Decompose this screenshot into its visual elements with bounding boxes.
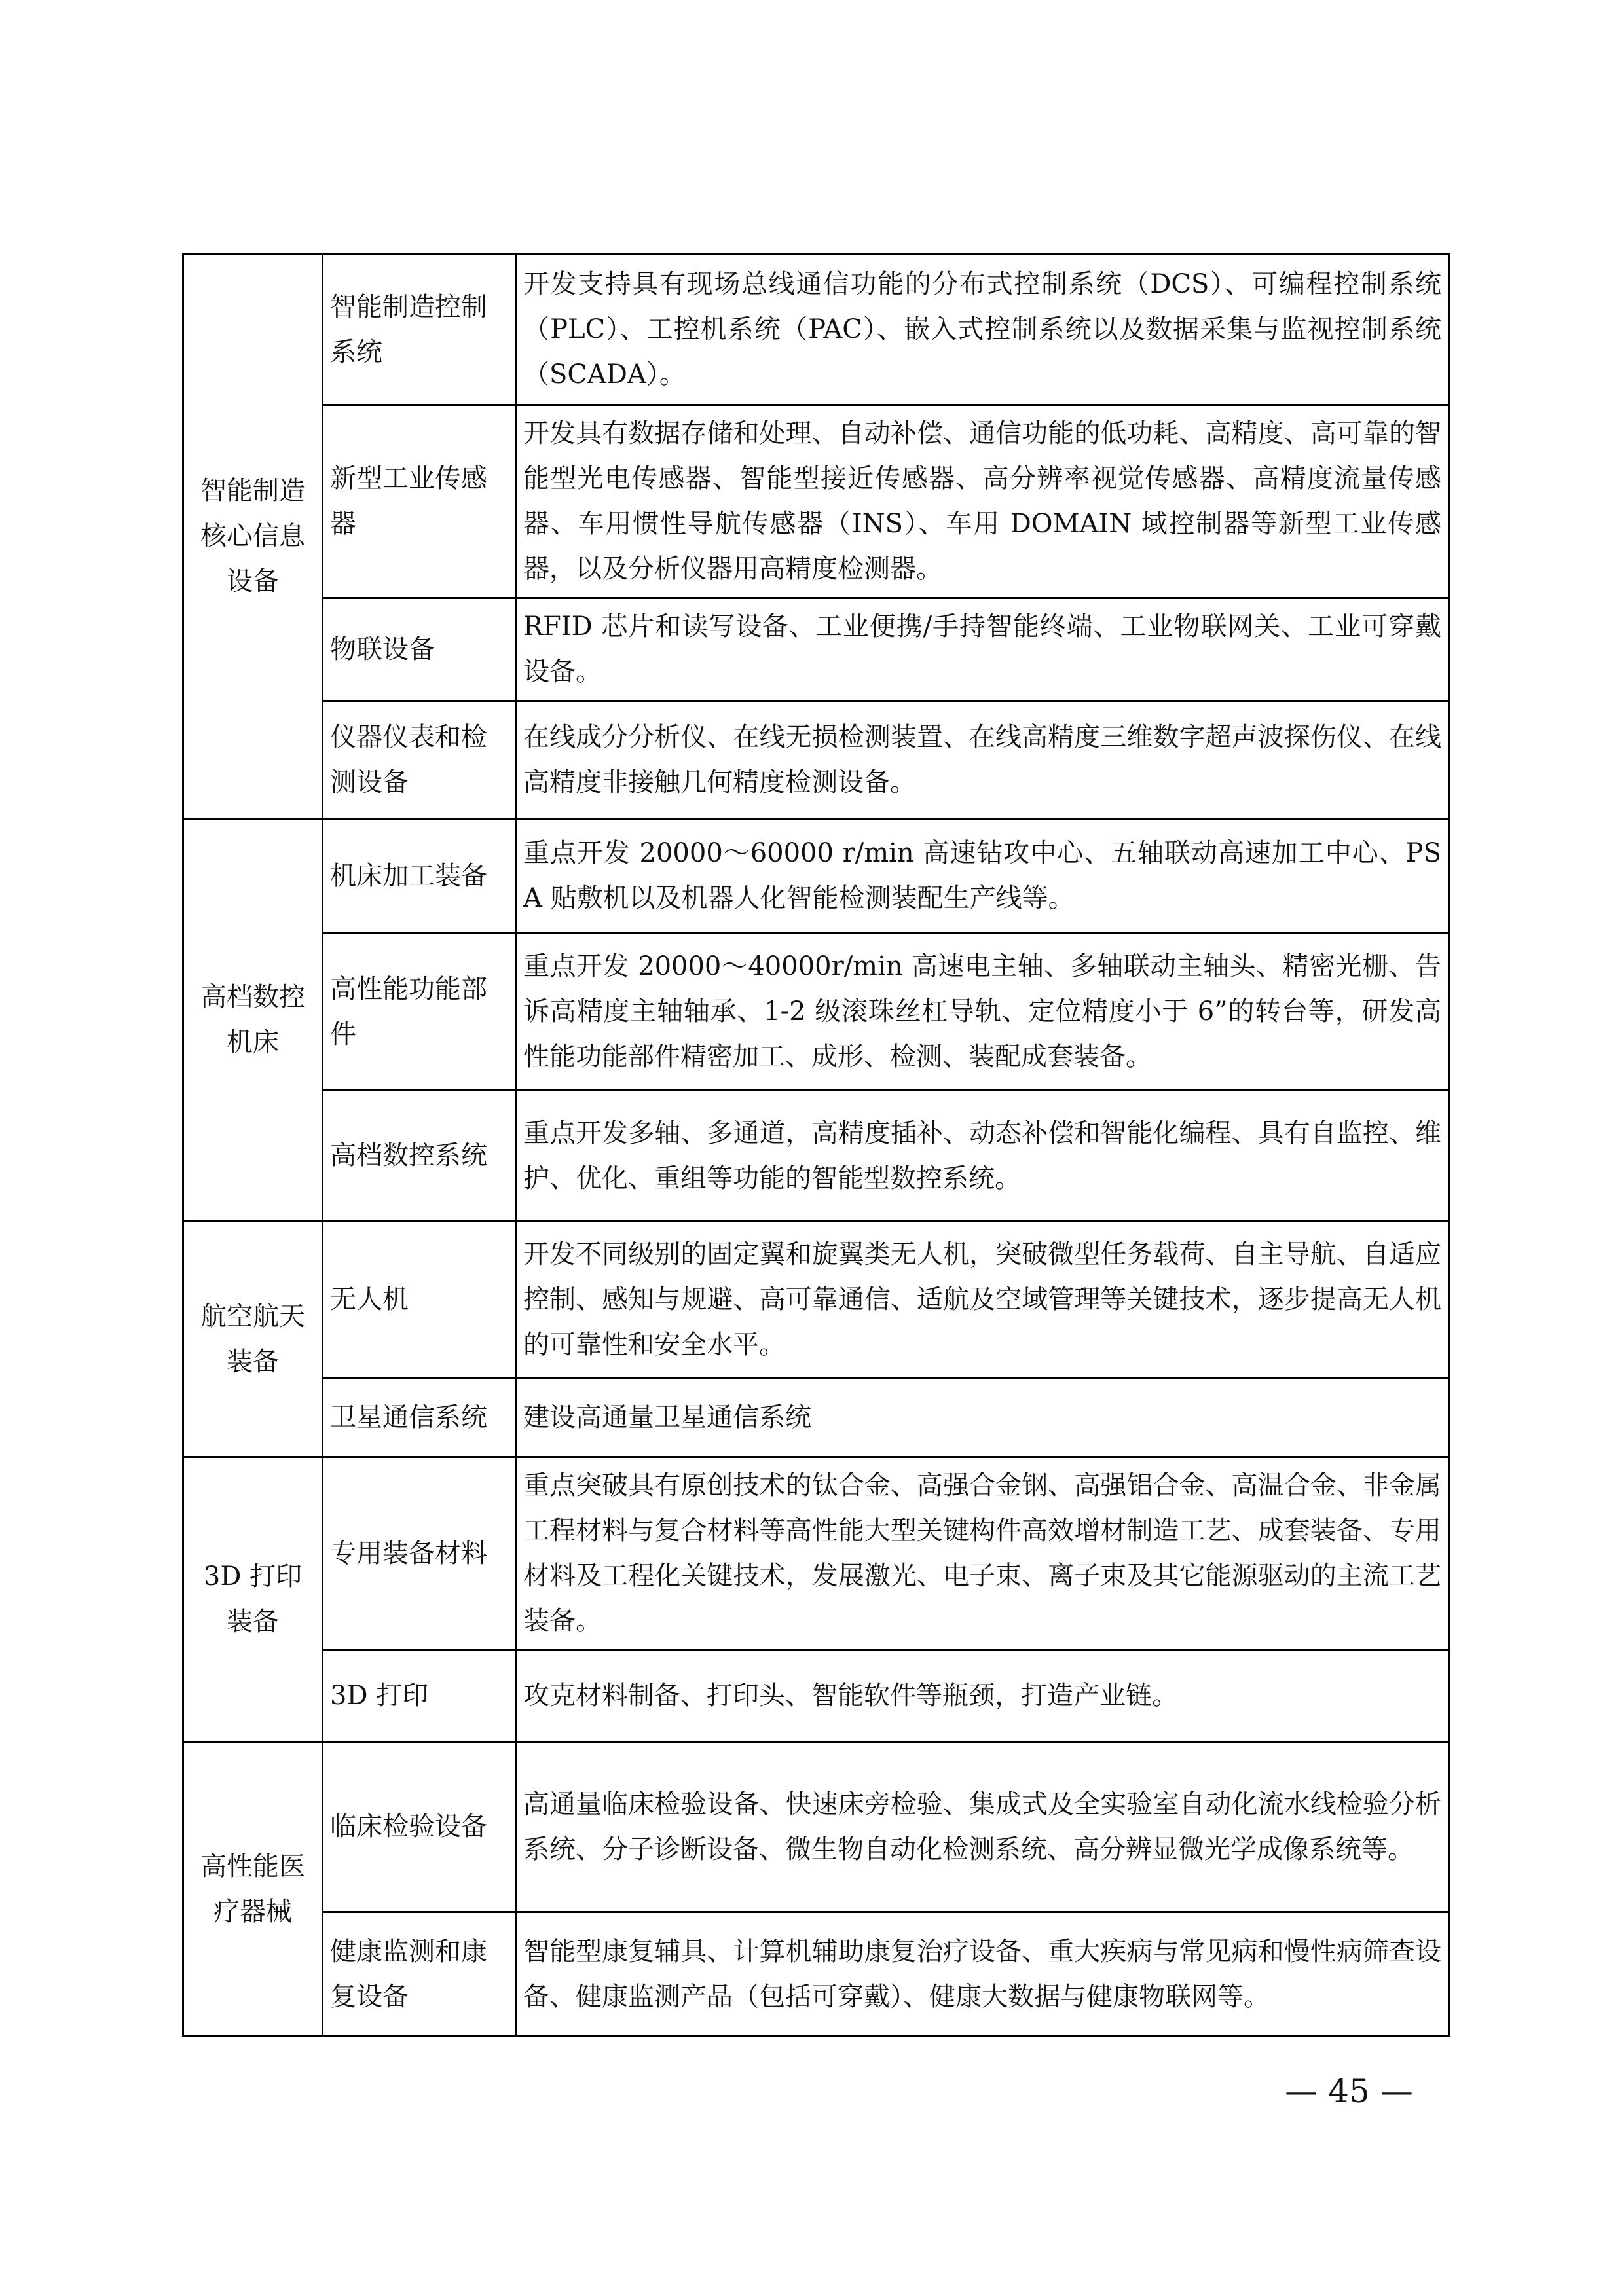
description-cell: 高通量临床检验设备、快速床旁检验、集成式及全实验室自动化流水线检验分析系统、分子诊断设备、微生物自动化检测系统、高分辨显微光学成像系统等。 bbox=[516, 1742, 1449, 1912]
subcategory-cell: 无人机 bbox=[323, 1222, 516, 1379]
subcategory-cell: 高性能功能部件 bbox=[323, 934, 516, 1091]
table-row bbox=[183, 255, 1449, 405]
description-cell: 重点突破具有原创技术的钛合金、高强合金钢、高强铝合金、高温合金、非金属工程材料与复合材料等高性能大型关键构件高效增材制造工艺、成套装备、专用材料及工程化关键技术，发展激光、电子束、离子束及其它能源驱动的主流工艺装备。 bbox=[516, 1457, 1449, 1650]
description-cell: 攻克材料制备、打印头、智能软件等瓶颈，打造产业链。 bbox=[516, 1650, 1449, 1742]
subcategory-cell: 仪器仪表和检测设备 bbox=[323, 701, 516, 819]
category-cell: 高档数控机床 bbox=[183, 819, 323, 1222]
table-row bbox=[183, 1091, 1449, 1222]
subcategory-cell: 卫星通信系统 bbox=[323, 1379, 516, 1457]
subcategory-cell: 3D 打印 bbox=[323, 1650, 516, 1742]
table-row bbox=[183, 819, 1449, 934]
equipment-table bbox=[182, 253, 1450, 2037]
table-row bbox=[183, 934, 1449, 1091]
category-cell: 智能制造核心信息设备 bbox=[183, 255, 323, 819]
subcategory-cell: 临床检验设备 bbox=[323, 1742, 516, 1912]
table-row bbox=[183, 1222, 1449, 1379]
table-row bbox=[183, 405, 1449, 598]
subcategory-cell: 专用装备材料 bbox=[323, 1457, 516, 1650]
subcategory-cell: 健康监测和康复设备 bbox=[323, 1912, 516, 2037]
description-cell: 智能型康复辅具、计算机辅助康复治疗设备、重大疾病与常见病和慢性病筛查设备、健康监测产品（包括可穿戴）、健康大数据与健康物联网等。 bbox=[516, 1912, 1449, 2037]
subcategory-cell: 机床加工装备 bbox=[323, 819, 516, 934]
table-row bbox=[183, 1742, 1449, 1912]
description-cell: 在线成分分析仪、在线无损检测装置、在线高精度三维数字超声波探伤仪、在线高精度非接触几何精度检测设备。 bbox=[516, 701, 1449, 819]
category-cell: 3D 打印装备 bbox=[183, 1457, 323, 1742]
description-cell: 重点开发多轴、多通道，高精度插补、动态补偿和智能化编程、具有自监控、维护、优化、重组等功能的智能型数控系统。 bbox=[516, 1091, 1449, 1222]
description-cell: 重点开发 20000～40000r/min 高速电主轴、多轴联动主轴头、精密光栅、告诉高精度主轴轴承、1-2 级滚珠丝杠导轨、定位精度小于 6”的转台等，研发高性能功能部件精密加工、成形、检测、装配成套装备。 bbox=[516, 934, 1449, 1091]
description-cell: 建设高通量卫星通信系统 bbox=[516, 1379, 1449, 1457]
subcategory-cell: 智能制造控制系统 bbox=[323, 255, 516, 405]
page-number: — 45 — bbox=[1285, 2072, 1413, 2110]
table-row bbox=[183, 1912, 1449, 2037]
table-row bbox=[183, 598, 1449, 701]
category-cell: 高性能医疗器械 bbox=[183, 1742, 323, 2037]
description-cell: 开发不同级别的固定翼和旋翼类无人机，突破微型任务载荷、自主导航、自适应控制、感知与规避、高可靠通信、适航及空域管理等关键技术，逐步提高无人机的可靠性和安全水平。 bbox=[516, 1222, 1449, 1379]
subcategory-cell: 高档数控系统 bbox=[323, 1091, 516, 1222]
description-cell: 开发具有数据存储和处理、自动补偿、通信功能的低功耗、高精度、高可靠的智能型光电传感器、智能型接近传感器、高分辨率视觉传感器、高精度流量传感器、车用惯性导航传感器（INS）、车用 DOMAIN 域控制器等新型工业传感器，以及分析仪器用高精度检测器。 bbox=[516, 405, 1449, 598]
table-row bbox=[183, 1650, 1449, 1742]
category-cell: 航空航天装备 bbox=[183, 1222, 323, 1457]
table-row bbox=[183, 701, 1449, 819]
description-cell: 重点开发 20000～60000 r/min 高速钻攻中心、五轴联动高速加工中心、PSA 贴敷机以及机器人化智能检测装配生产线等。 bbox=[516, 819, 1449, 934]
subcategory-cell: 物联设备 bbox=[323, 598, 516, 701]
description-cell: 开发支持具有现场总线通信功能的分布式控制系统（DCS）、可编程控制系统（PLC）、工控机系统（PAC）、嵌入式控制系统以及数据采集与监视控制系统（SCADA）。 bbox=[516, 255, 1449, 405]
description-cell: RFID 芯片和读写设备、工业便携/手持智能终端、工业物联网关、工业可穿戴设备。 bbox=[516, 598, 1449, 701]
table-row bbox=[183, 1457, 1449, 1650]
subcategory-cell: 新型工业传感器 bbox=[323, 405, 516, 598]
table-row bbox=[183, 1379, 1449, 1457]
